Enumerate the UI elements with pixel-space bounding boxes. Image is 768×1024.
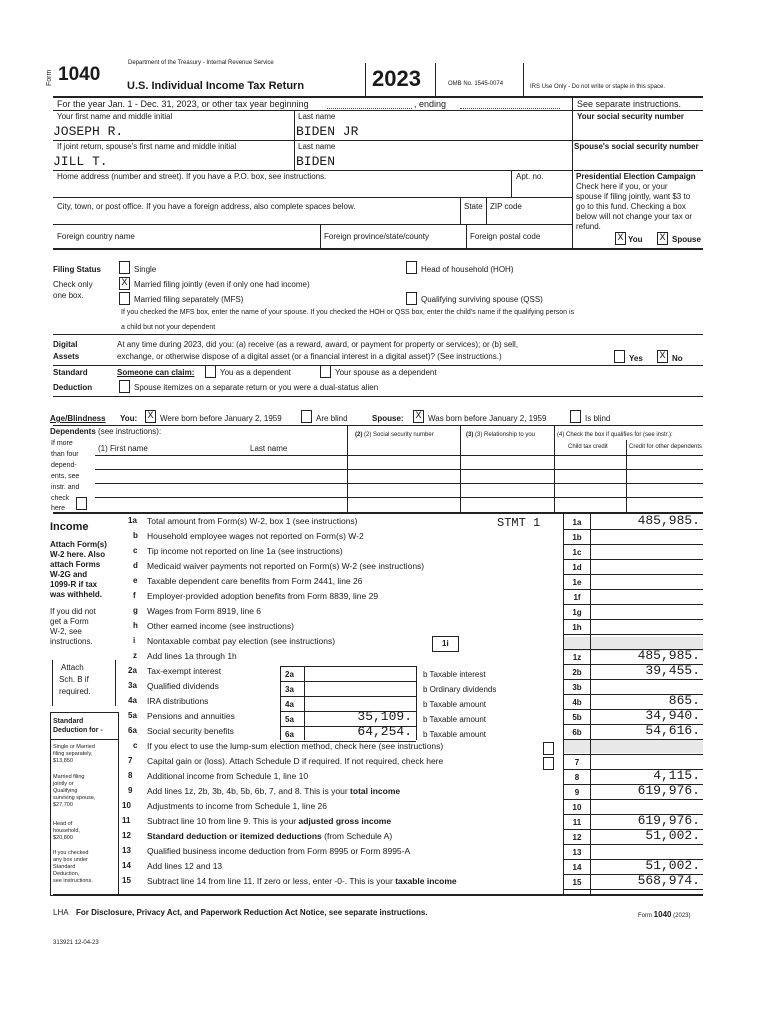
line-box-label: 14 (572, 863, 582, 872)
line-text (147, 576, 362, 586)
filing-status-label: Filing Status (53, 265, 101, 274)
filing-hoh-checkbox[interactable] (406, 261, 417, 274)
line-box-label: 2b (572, 668, 582, 677)
mid-label-6a: 6a (285, 730, 294, 739)
filing-mfj-checkbox[interactable]: X (119, 277, 130, 290)
you-born-before-label: Were born before January 2, 1959 (160, 414, 282, 423)
tax-year: 2023 (372, 66, 421, 91)
line-text-main: Employer-provided adoption benefits from Form 8839, line 29 (147, 591, 379, 601)
line-text (147, 666, 221, 676)
sidebar-item-single (53, 744, 95, 765)
line-text (147, 846, 410, 856)
sch-b-2: required. (59, 687, 91, 696)
spouse-itemizes-label: Spouse itemizes on a separate return or you were a dual-status alien (134, 383, 379, 392)
line-text (147, 681, 219, 691)
someone-can-claim: Someone can claim: (117, 368, 195, 377)
state-label: State (464, 202, 483, 211)
foreign-province-label: Foreign province/state/county (324, 232, 429, 241)
apt-label: Apt. no. (516, 172, 544, 181)
spouse-ssn-label: Spouse's social security number (574, 142, 699, 151)
line-divider (563, 544, 703, 545)
line-text-bold: Standard deduction or itemized deductions (147, 831, 322, 841)
filing-hoh-label: Head of household (HOH) (421, 265, 514, 274)
line-text (147, 636, 335, 646)
sidebar-hoh-2: $20,800 (53, 835, 73, 841)
line-box-label: 3b (572, 683, 582, 692)
box-1i[interactable] (432, 636, 459, 652)
dep-ssn-header-text: (2) Social security number (364, 432, 434, 438)
line-box-label: 7 (574, 758, 580, 767)
campaign-text-1: Check here if you, or your (576, 182, 668, 191)
line-box-label: 1h (572, 623, 582, 632)
line-text (147, 531, 364, 541)
line-divider (563, 559, 703, 560)
line-text (147, 696, 208, 706)
dep-first-name-header: (1) First name (98, 444, 148, 453)
line-number: 4a (128, 696, 137, 705)
sidebar-checked-4: see instructions. (53, 878, 93, 884)
line-box-label: 12 (572, 833, 582, 842)
line-text-main: Add lines 1a through 1h (147, 651, 237, 661)
line-text (147, 771, 308, 781)
filing-mfs-label: Married filing separately (MFS) (134, 295, 244, 304)
line-number: 13 (122, 846, 131, 855)
spouse-first-name[interactable]: JILL T. (53, 154, 108, 169)
mid-label-2a: 2a (285, 670, 294, 679)
line-amount[interactable]: 568,974. (637, 873, 700, 888)
sidebar-hoh-1: household, (53, 828, 80, 834)
line-text-main: Other earned income (see instructions) (147, 621, 294, 631)
line-text (147, 816, 391, 826)
sidebar-mfj-4: $27,700 (53, 802, 73, 808)
line-text-bold: total income (350, 786, 401, 796)
line-divider (563, 619, 703, 620)
line-number: b (133, 531, 138, 540)
filing-qss-label: Qualifying surviving spouse (QSS) (421, 295, 543, 304)
line-divider (563, 604, 703, 605)
filing-single-checkbox[interactable] (119, 261, 130, 274)
sidebar-checked-0: If you checked (53, 850, 89, 856)
foreign-postal-label: Foreign postal code (470, 232, 541, 241)
line-box-label: 9 (574, 788, 580, 797)
sidebar-hoh-0: Head of (53, 821, 73, 827)
line-amount[interactable]: 4,115. (653, 768, 700, 783)
sidebar-mfj-3: surviving spouse, (53, 795, 96, 801)
digital-assets-label-2: Assets (53, 352, 80, 361)
form-title: U.S. Individual Income Tax Return (127, 80, 305, 92)
income-nof-2: W-2, see (50, 627, 82, 636)
spouse-itemizes-checkbox[interactable] (119, 380, 130, 393)
dependents-see: (see instructions): (98, 427, 162, 436)
line-divider (563, 889, 703, 890)
filing-check-only-1: Check only (53, 280, 93, 289)
line-number: f (133, 591, 136, 600)
footer-form-number: 1040 (653, 910, 672, 919)
filing-check-only-2: one box. (53, 291, 84, 300)
line-text-main: Wages from Form 8919, line 6 (147, 606, 262, 616)
income-attach-2: attach Forms (50, 560, 101, 569)
dep-if-more-3: ents, see (51, 473, 80, 480)
sidebar-item-mfj (53, 774, 96, 809)
line-text (147, 741, 443, 751)
line-number: 5a (128, 711, 137, 720)
dep-if-more-6: here (51, 505, 66, 512)
line-divider (563, 574, 703, 575)
footer-form-year: (2023) (673, 913, 691, 919)
line-number: z (133, 651, 137, 660)
line-number: c (133, 546, 138, 555)
line-divider (563, 844, 703, 845)
dep-if-more-1: than four (51, 451, 79, 458)
line-box-label: 5b (572, 713, 582, 722)
income-nof-0: If you did not (50, 607, 96, 616)
line-divider (563, 739, 703, 740)
line-number: 15 (122, 876, 131, 885)
campaign-text-2: spouse if filing jointly, want $3 to (576, 192, 691, 201)
filing-note-1: If you checked the MFS box, enter the name of your spouse. If you checked the HOH or QSS box, enter the child's name if the qualifying person is (121, 309, 575, 316)
spouse-born-before-checkbox[interactable]: X (413, 410, 424, 423)
footer-lha: LHA (53, 908, 69, 917)
you-blind-label: Are blind (316, 414, 348, 423)
line-divider (563, 679, 703, 680)
line-text (147, 876, 457, 886)
mid-row-divider (280, 666, 416, 667)
campaign-spouse-label: Spouse (672, 235, 701, 244)
line-divider (563, 529, 703, 530)
income-attach-1: W-2 here. Also (50, 550, 106, 559)
campaign-title: Presidential Election Campaign (576, 172, 696, 181)
line-text-main: Subtract line 10 from line 9. This is your (147, 816, 297, 826)
zip-label: ZIP code (490, 202, 522, 211)
department-label: Department of the Treasury - Internal Revenue Service (128, 60, 274, 66)
line-text-bold: adjusted gross income (298, 816, 392, 826)
campaign-you-checkbox[interactable]: X (615, 232, 626, 245)
sch-b-0: Attach (61, 663, 84, 672)
line-text-main: Add lines 1z, 2b, 3b, 4b, 5b, 6b, 7, and 8. This is your (147, 786, 348, 796)
sidebar-checked-2: Standard (53, 864, 76, 870)
line-number: d (133, 561, 138, 570)
line-box-label: 6b (572, 728, 582, 737)
line-number: g (133, 606, 138, 615)
line-text (147, 801, 327, 811)
line-amount[interactable]: 34,940. (645, 708, 700, 723)
line-number: 1a (128, 516, 137, 525)
dep-ctc-header: Child tax credit (568, 444, 608, 450)
line-box-label: 4b (572, 698, 582, 707)
line-box-label: 10 (572, 803, 582, 812)
line-number: i (133, 636, 136, 645)
digital-no-label: No (672, 354, 683, 363)
dep-qualify-header: (4) Check the box if qualifies for (see instr.): (557, 432, 673, 438)
line-box-label: 1f (573, 593, 581, 602)
footer-code: 313921 12-04-23 (53, 940, 99, 946)
first-name-label: Your first name and middle initial (57, 112, 173, 121)
amount-5a[interactable]: 35,109. (357, 709, 412, 724)
line-number: 2a (128, 666, 137, 675)
line-number: h (133, 621, 138, 630)
mid-b-taxable-6: b Taxable amount (423, 730, 487, 739)
line-box-label: 15 (572, 878, 582, 887)
capital-gain-checkbox[interactable] (543, 757, 554, 770)
dependents-label (50, 427, 161, 436)
mid-label-3a: 3a (285, 685, 294, 694)
sch-b-box (52, 660, 116, 706)
line-divider (563, 754, 703, 755)
line-number: 8 (128, 771, 133, 780)
line-text-main: If you elect to use the lump-sum election method, check here (see instructions) (147, 741, 444, 751)
line-text-main: Pensions and annuities (147, 711, 235, 721)
line-number: e (133, 576, 138, 585)
taxpayer-first-name[interactable]: JOSEPH R. (53, 124, 124, 139)
campaign-you-label: You (628, 235, 643, 244)
line-box-label: 11 (572, 818, 582, 827)
stmt-reference: STMT 1 (497, 516, 541, 530)
city-label: City, town, or post office. If you have a foreign address, also complete spaces below. (57, 202, 356, 211)
filing-mfj-label: Married filing jointly (even if only one had income) (134, 280, 310, 289)
lump-sum-checkbox[interactable] (543, 742, 554, 755)
line-text-main: Additional income from Schedule 1, line 10 (147, 771, 309, 781)
spouse-dependent-checkbox[interactable] (320, 365, 331, 378)
dep-other-header: Credit for other dependents (629, 444, 703, 450)
line-amount[interactable]: 54,616. (645, 723, 700, 738)
line-box-label: 1d (572, 563, 582, 572)
amount-6a[interactable]: 64,254. (357, 724, 412, 739)
line-number: 12 (122, 831, 131, 840)
line-text-main: Household employee wages not reported on Form(s) W-2 (147, 531, 364, 541)
line-amount[interactable]: 619,976. (637, 813, 700, 828)
spouse-first-name-label: If joint return, spouse's first name and middle initial (57, 142, 237, 151)
line-text-main: Total amount from Form(s) W-2, box 1 (see instructions) (147, 516, 358, 526)
mid-row-divider (280, 696, 416, 697)
line-box-label: 1b (572, 533, 582, 542)
line-box-label: 1g (572, 608, 582, 617)
line-text-main: Qualified business income deduction from Form 8995 or Form 8995-A (147, 846, 411, 856)
sidebar-single-1: filing separately, (53, 751, 93, 757)
line-box-label: 1a (572, 518, 582, 527)
sidebar-item-checked (53, 850, 93, 885)
sidebar-item-hoh (53, 821, 80, 842)
age-you-label: You: (120, 414, 138, 423)
line-divider (563, 589, 703, 590)
campaign-text-4: below will not change your tax or (576, 212, 693, 221)
digital-yes-checkbox[interactable] (614, 350, 625, 363)
line-text (147, 606, 261, 616)
filing-single-label: Single (134, 265, 157, 274)
taxpayer-last-name[interactable]: BIDEN JR (296, 124, 359, 139)
line-box-label: 1c (572, 548, 582, 557)
filing-qss-checkbox[interactable] (406, 292, 417, 305)
line-text (147, 621, 294, 631)
line-amount[interactable]: 619,976. (637, 783, 700, 798)
footer-notice: For Disclosure, Privacy Act, and Paperwork Reduction Act Notice, see separate instructions. (76, 908, 428, 917)
line-divider (563, 799, 703, 800)
mid-b-taxable-5: b Taxable amount (423, 715, 487, 724)
line-text-main: IRA distributions (147, 696, 209, 706)
standard-label-2: Deduction (53, 383, 93, 392)
line-text-main: Capital gain or (loss). Attach Schedule D if required. If not required, check here (147, 756, 444, 766)
digital-assets-label-1: Digital (53, 340, 78, 349)
dep-if-more-5: check (51, 495, 70, 502)
income-attach-5: was withheld. (50, 590, 103, 599)
period-ending: , ending (414, 99, 447, 109)
foreign-country-label: Foreign country name (57, 232, 135, 241)
spouse-last-name-label: Last name (298, 142, 336, 151)
line-text-main: Tip income not reported on line 1a (see instructions) (147, 546, 343, 556)
filing-note-2: a child but not your dependent (121, 324, 216, 331)
line-text-tail: (from Schedule A) (324, 831, 393, 841)
sidebar-mfj-0: Married filing (53, 774, 85, 780)
ssn-label: Your social security number (577, 112, 684, 121)
sidebar-checked-3: Deduction, (53, 871, 80, 877)
line-text (147, 516, 358, 526)
sidebar-checked-1: any box under (53, 857, 88, 863)
income-attach-0: Attach Form(s) (50, 540, 107, 549)
line-text (147, 861, 222, 871)
std-deduction-sidebar (50, 712, 119, 896)
line-text-main: Adjustments to income from Schedule 1, line 26 (147, 801, 328, 811)
digital-no-checkbox[interactable]: X (657, 350, 668, 363)
dependents-title: Dependents (50, 427, 96, 436)
mid-b-taxable-4: b Taxable amount (423, 700, 487, 709)
income-label: Income (50, 521, 89, 533)
you-blind-checkbox[interactable] (301, 410, 312, 423)
line-number: 14 (122, 861, 131, 870)
line-text (147, 591, 378, 601)
box-1i-label: 1i (442, 639, 449, 648)
sidebar-title-2: Deduction for - (53, 727, 103, 734)
footer-form-word: Form (638, 913, 652, 919)
form-vertical-label: Form (46, 69, 53, 86)
sidebar-mfj-2: Qualifying (53, 788, 78, 794)
sch-b-1: Sch. B if (59, 675, 89, 684)
line-amount[interactable]: 51,002. (645, 858, 700, 873)
omb-number: OMB No. 1545-0074 (448, 81, 504, 87)
you-dependent-label: You as a dependent (220, 368, 291, 377)
dependents-more-checkbox[interactable] (76, 497, 87, 510)
line-box-label: 8 (574, 773, 580, 782)
line-divider (563, 634, 703, 635)
digital-question-1: At any time during 2023, did you: (a) receive (as a reward, award, or payment for property or services); or (b) sell, (117, 340, 519, 349)
line-box-label: 1e (572, 578, 582, 587)
you-dependent-checkbox[interactable] (205, 365, 216, 378)
line-text-main: Taxable dependent care benefits from Form 2441, line 26 (147, 576, 363, 586)
mid-label-4a: 4a (285, 700, 294, 709)
line-amount[interactable]: 485,985. (637, 513, 700, 528)
filing-mfs-checkbox[interactable] (119, 292, 130, 305)
line-text-main: Social security benefits (147, 726, 234, 736)
age-blindness-label: Age/Blindness (50, 414, 106, 423)
line-number: 7 (128, 756, 133, 765)
campaign-spouse-checkbox[interactable]: X (657, 232, 668, 245)
line-number: 9 (128, 786, 133, 795)
line-number: 11 (122, 816, 131, 825)
income-nof-1: get a Form (50, 617, 89, 626)
line-text (147, 651, 237, 661)
age-spouse-label: Spouse: (372, 414, 404, 423)
mid-b-taxable-interest: b Taxable interest (423, 670, 486, 679)
digital-question-2: exchange, or otherwise dispose of a digital asset (or a financial interest in a digital asset)? (See instructions.) (117, 352, 502, 361)
sidebar-single-2: $13,850 (53, 758, 73, 764)
mid-row-divider (280, 741, 416, 742)
line-text-main: Nontaxable combat pay election (see instructions) (147, 636, 336, 646)
dep-ssn-header: (2) (2) Social security number (355, 432, 434, 438)
line-text (147, 711, 235, 721)
dep-if-more-0: If more (51, 440, 73, 447)
line-amount[interactable]: 485,985. (637, 648, 700, 663)
line-box-label: 1z (572, 653, 582, 662)
mid-b-ordinary-dividends: b Ordinary dividends (423, 685, 497, 694)
spouse-last-name[interactable]: BIDEN (296, 154, 336, 169)
tax-period-line: For the year Jan. 1 - Dec. 31, 2023, or other tax year beginning (57, 99, 309, 109)
income-attach-4: 1099-R if tax (50, 580, 98, 589)
spouse-blind-checkbox[interactable] (570, 410, 581, 423)
sidebar-mfj-1: jointly or (53, 781, 74, 787)
home-address-label: Home address (number and street). If you have a P.O. box, see instructions. (57, 172, 327, 181)
line-text (147, 546, 343, 556)
line-number: 6a (128, 726, 137, 735)
spouse-born-before-label: Was born before January 2, 1959 (428, 414, 547, 423)
see-separate-instructions: See separate instructions. (577, 99, 682, 109)
irs-use-only: IRS Use Only - Do not write or staple in this space. (530, 84, 666, 90)
line-text (147, 831, 392, 841)
digital-yes-label: Yes (629, 354, 643, 363)
mid-label-5a: 5a (285, 715, 294, 724)
campaign-text-5: refund. (576, 222, 601, 231)
line-text-main: Qualified dividends (147, 681, 219, 691)
line-box-label: 13 (572, 848, 582, 857)
line-number: 3a (128, 681, 137, 690)
spouse-blind-label: Is blind (585, 414, 611, 423)
line-text-bold: taxable income (395, 876, 457, 886)
line-text-main: Add lines 12 and 13 (147, 861, 223, 871)
footer-form-label (638, 910, 690, 919)
you-born-before-checkbox[interactable]: X (145, 410, 156, 423)
dep-relationship-header-text: (3) Relationship to you (475, 432, 536, 438)
line-amount[interactable]: 51,002. (645, 828, 700, 843)
standard-label-1: Standard (53, 368, 88, 377)
line-text (147, 726, 234, 736)
line-amount[interactable]: 865. (668, 693, 700, 708)
dep-if-more-2: depend- (51, 462, 77, 469)
line-number: c (133, 741, 138, 750)
line-text (147, 561, 424, 571)
sidebar-title-1: Standard (53, 718, 84, 725)
income-attach-3: W-2G and (50, 570, 88, 579)
line-text-main: Medicaid waiver payments not reported on Form(s) W-2 (see instructions) (147, 561, 425, 571)
line-text (147, 756, 443, 766)
line-number: 10 (122, 801, 131, 810)
sidebar-single-0: Single or Married (53, 744, 95, 750)
form-number: 1040 (58, 64, 101, 85)
income-nof-3: instructions. (50, 637, 93, 646)
line-text (147, 786, 400, 796)
dep-if-more-4: instr. and (51, 484, 80, 491)
dep-last-name-header: Last name (250, 444, 288, 453)
line-text-main: Subtract line 14 from line 11. If zero or less, enter -0-. This is your (147, 876, 393, 886)
spouse-dependent-label: Your spouse as a dependent (335, 368, 437, 377)
dep-relationship-header: (3) (3) Relationship to you (466, 432, 536, 438)
campaign-text-3: go to this fund. Checking a box (576, 202, 686, 211)
last-name-label: Last name (298, 112, 336, 121)
mid-row-divider (280, 681, 416, 682)
line-text-main: Tax-exempt interest (147, 666, 222, 676)
line-amount[interactable]: 39,455. (645, 663, 700, 678)
